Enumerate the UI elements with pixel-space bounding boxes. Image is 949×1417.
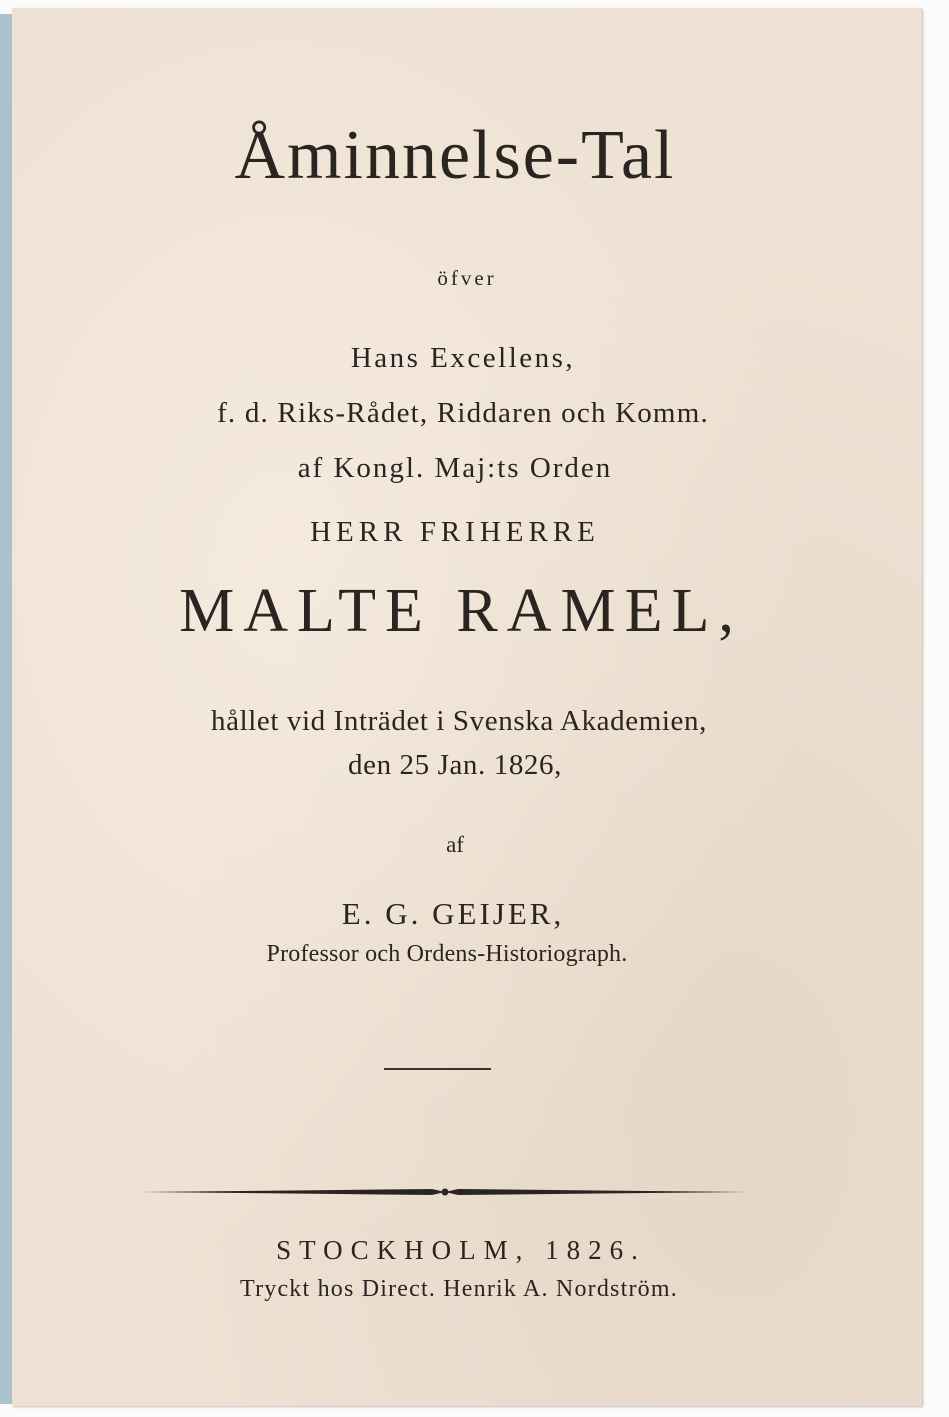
document-title: Åminnelse-Tal (234, 117, 676, 194)
occasion-date: den 25 Jan. 1826, (348, 749, 562, 781)
ofver-line: öfver (437, 266, 497, 290)
offices-line-1: f. d. Riks-Rådet, Riddaren och Komm. (217, 397, 709, 429)
author-title: Professor och Ordens-Historiograph. (266, 941, 628, 967)
place-and-year: STOCKHOLM, 1826. (276, 1235, 646, 1265)
short-divider-rule (384, 1068, 491, 1070)
honorific-line: Hans Excellens, (350, 342, 576, 374)
title-page (12, 8, 922, 1406)
author-name: E. G. GEIJER, (341, 896, 565, 931)
offices-line-2: af Kongl. Maj:ts Orden (297, 452, 613, 484)
rank-line: HERR FRIHERRE (310, 516, 600, 548)
occasion-line-1: hållet vid Inträdet i Svenska Akademien, (211, 705, 707, 737)
subject-name: MALTE RAMEL, (179, 577, 743, 645)
af-line: af (446, 832, 464, 857)
ornamental-rule (142, 1186, 748, 1198)
printer-line: Tryckt hos Direct. Henrik A. Nordström. (240, 1276, 678, 1302)
